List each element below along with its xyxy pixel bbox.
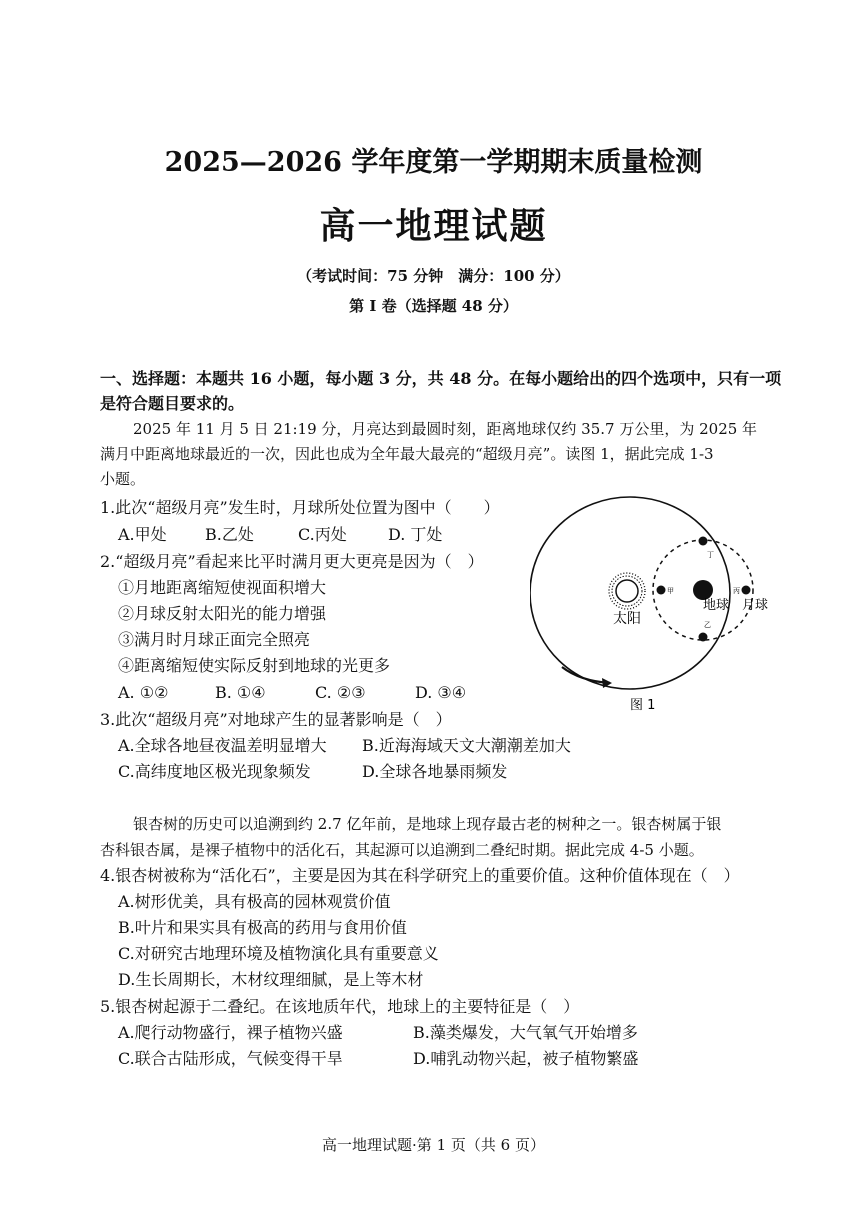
exam-info: （考试时间：75 分钟 满分：100 分） xyxy=(297,267,570,285)
q2-statement-1: ①月地距离缩短使视面积增大 xyxy=(118,578,327,597)
q5-option-b: B.藻类爆发，大气氧气开始增多 xyxy=(413,1023,638,1042)
moon-label: 月球 xyxy=(742,598,769,613)
q4-option-a: A.树形优美，具有极高的园林观赏价值 xyxy=(118,892,391,911)
earth-label: 地球 xyxy=(703,598,730,613)
earth-icon xyxy=(693,580,713,600)
passage1-line1: 2025 年 11 月 5 日 21:19 分，月亮达到最圆时刻，距离地球仅约 35.7 万公里，为 2025 年 xyxy=(133,420,758,438)
section-heading: 第 I 卷（选择题 48 分） xyxy=(349,297,518,315)
q5-stem: 5.银杏树起源于二叠纪。在该地质年代，地球上的主要特征是（ ） xyxy=(100,997,580,1016)
passage1-line2: 满月中距离地球最近的一次，因此也成为全年最大最亮的“超级月亮”。读图 1，据此完成 1-3 xyxy=(100,445,714,463)
q2-stem: 2.“超级月亮”看起来比平时满月更大更亮是因为（ ） xyxy=(100,552,484,571)
q1-option-c: C.丙处 xyxy=(298,525,347,544)
figure-caption: 图 1 xyxy=(630,698,656,713)
figure-1-diagram xyxy=(530,495,800,725)
q4-option-b: B.叶片和果实具有极高的药用与食用价值 xyxy=(118,918,407,937)
q2-option-d: D. ③④ xyxy=(415,683,467,702)
exam-title: 2025—2026 学年度第一学期期末质量检测 xyxy=(164,147,703,178)
passage2-line1: 银杏树的历史可以追溯到约 2.7 亿年前，是地球上现存最古老的树种之一。银杏树属于银 xyxy=(133,815,722,833)
q1-option-b: B.乙处 xyxy=(205,525,254,544)
label-bing: 丙 xyxy=(733,587,740,595)
q1-stem: 1.此次“超级月亮”发生时，月球所处位置为图中（ ） xyxy=(100,498,500,517)
label-jia: 甲 xyxy=(667,587,674,595)
q5-option-d: D.哺乳动物兴起，被子植物繁盛 xyxy=(413,1049,639,1068)
label-ding: 丁 xyxy=(707,551,714,559)
moon-position-yi xyxy=(699,633,708,642)
q4-option-c: C.对研究古地理环境及植物演化具有重要意义 xyxy=(118,944,439,963)
q2-statement-4: ④距离缩短使实际反射到地球的光更多 xyxy=(118,656,391,675)
q3-option-a: A.全球各地昼夜温差明显增大 xyxy=(118,736,327,755)
moon-position-jia xyxy=(657,586,666,595)
passage2-line2: 杏科银杏属，是裸子植物中的活化石，其起源可以追溯到二叠纪时期。据此完成 4-5 小题。 xyxy=(100,841,704,859)
moon-position-ding xyxy=(699,537,708,546)
label-yi: 乙 xyxy=(704,621,711,629)
q5-option-a: A.爬行动物盛行，裸子植物兴盛 xyxy=(118,1023,343,1042)
moon-position-bing xyxy=(742,586,751,595)
sun-icon xyxy=(609,573,645,609)
q4-stem: 4.银杏树被称为“活化石”，主要是因为其在科学研究上的重要价值。这种价值体现在（ ） xyxy=(100,866,740,885)
q5-option-c: C.联合古陆形成，气候变得干旱 xyxy=(118,1049,343,1068)
q4-option-d: D.生长周期长，木材纹理细腻，是上等木材 xyxy=(118,970,424,989)
passage1-line3: 小题。 xyxy=(100,470,146,488)
q2-statement-2: ②月球反射太阳光的能力增强 xyxy=(118,604,327,623)
q2-option-c: C. ②③ xyxy=(315,683,366,702)
q1-option-d: D. 丁处 xyxy=(388,525,443,544)
instructions-line2: 是符合题目要求的。 xyxy=(100,394,245,413)
q1-option-a: A.甲处 xyxy=(118,525,167,544)
sun-label: 太阳 xyxy=(613,611,641,627)
q2-statement-3: ③满月时月球正面完全照亮 xyxy=(118,630,311,649)
q2-option-a: A. ①② xyxy=(118,683,169,702)
q3-option-d: D.全球各地暴雨频发 xyxy=(362,762,508,781)
exam-subtitle: 高一地理试题 xyxy=(319,205,548,247)
q2-option-b: B. ①④ xyxy=(215,683,266,702)
q3-stem: 3.此次“超级月亮”对地球产生的显著影响是（ ） xyxy=(100,710,452,729)
instructions-line1: 一、选择题：本题共 16 小题，每小题 3 分，共 48 分。在每小题给出的四个选项中，只有一项 xyxy=(100,369,782,388)
q3-option-b: B.近海海域天文大潮潮差加大 xyxy=(362,736,571,755)
page-footer: 高一地理试题·第 1 页（共 6 页） xyxy=(322,1136,545,1154)
q3-option-c: C.高纬度地区极光现象频发 xyxy=(118,762,311,781)
